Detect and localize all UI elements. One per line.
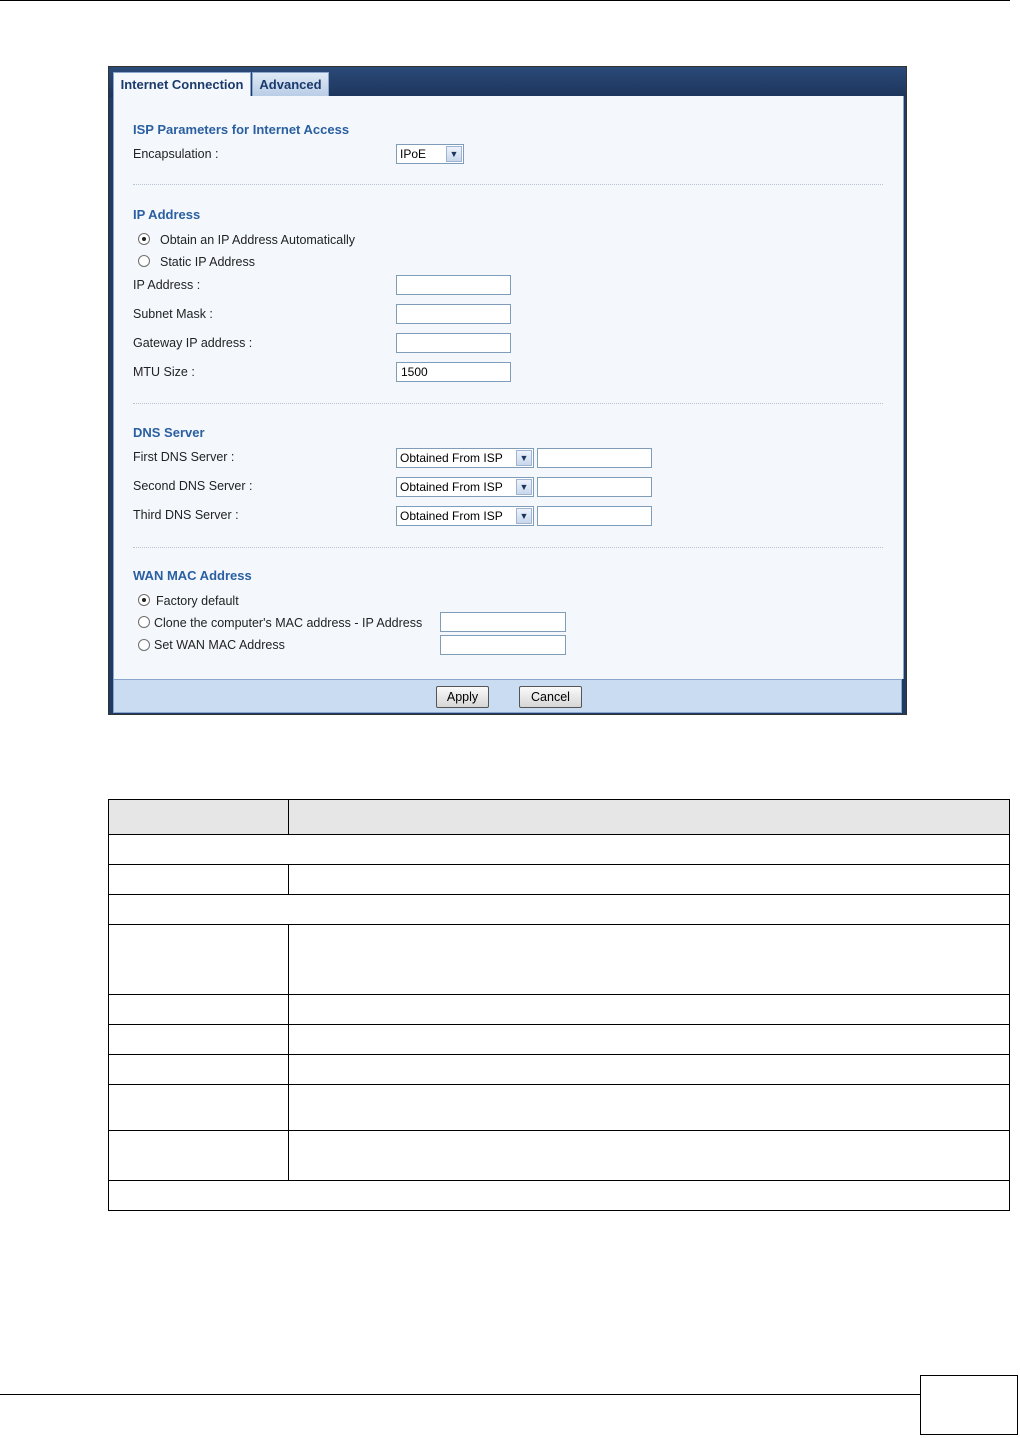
obtain-ip-auto-radio[interactable] [138,233,150,245]
table-cell [289,1085,1010,1131]
table-cell [109,1085,289,1131]
second-dns-mode-select[interactable] [396,477,534,497]
apply-button[interactable]: Apply [436,686,489,708]
set-wan-mac-radio[interactable] [138,639,150,651]
subnet-mask-input[interactable] [396,304,511,324]
set-wan-mac-input[interactable] [440,635,566,655]
static-ip-label: Static IP Address [160,255,255,269]
first-dns-input[interactable] [537,448,652,468]
encapsulation-label: Encapsulation : [133,147,219,161]
table-row [109,835,1010,865]
set-wan-mac-label: Set WAN MAC Address [154,638,285,652]
table-cell [109,1181,1010,1211]
table-cell [109,865,289,895]
second-dns-input[interactable] [537,477,652,497]
button-bar [113,679,902,713]
chevron-down-icon: ▼ [516,479,532,495]
table-cell [109,1025,289,1055]
ip-address-label: IP Address : [133,278,201,292]
field-description-table [108,799,1010,1211]
table-cell [109,1055,289,1085]
mtu-size-input[interactable] [396,362,511,382]
table-cell [109,835,1010,865]
first-dns-label: First DNS Server : [133,450,235,464]
factory-default-radio[interactable] [138,594,150,606]
table-row [109,895,1010,925]
section-divider [133,547,883,548]
cancel-button[interactable]: Cancel [519,686,582,708]
ip-section-title: IP Address [133,207,201,222]
table-row [109,1025,1010,1055]
encapsulation-value: IPoE [400,147,427,161]
table-cell [289,995,1010,1025]
encapsulation-select[interactable] [396,144,464,164]
clone-mac-label: Clone the computer's MAC address - IP Address [154,616,423,630]
subnet-mask-label: Subnet Mask : [133,307,213,321]
gateway-ip-input[interactable] [396,333,511,353]
table-cell [289,865,1010,895]
tab-advanced[interactable]: Advanced [252,72,329,96]
factory-default-label: Factory default [156,594,239,608]
first-dns-mode-select[interactable] [396,448,534,468]
second-dns-label: Second DNS Server : [133,479,253,493]
mtu-size-label: MTU Size : [133,365,195,379]
page-number-box [920,1375,1018,1435]
third-dns-mode-select[interactable] [396,506,534,526]
footer-rule [0,1394,920,1395]
table-cell [109,925,289,995]
clone-mac-ip-input[interactable] [440,612,566,632]
chevron-down-icon: ▼ [516,508,532,524]
clone-mac-radio[interactable] [138,616,150,628]
table-row [109,1085,1010,1131]
table-header-row [109,800,1010,835]
table-cell [289,1131,1010,1181]
table-row [109,1181,1010,1211]
wan-settings-screenshot [108,66,907,715]
tab-internet-connection[interactable]: Internet Connection [113,72,251,96]
third-dns-mode-value: Obtained From ISP [400,509,503,523]
third-dns-input[interactable] [537,506,652,526]
table-cell [109,995,289,1025]
obtain-ip-auto-label: Obtain an IP Address Automatically [160,233,356,247]
section-divider [133,403,883,404]
table-cell [289,925,1010,995]
chevron-down-icon: ▼ [516,450,532,466]
table-cell [109,895,1010,925]
table-row [109,1055,1010,1085]
first-dns-mode-value: Obtained From ISP [400,451,503,465]
static-ip-radio[interactable] [138,255,150,267]
third-dns-label: Third DNS Server : [133,508,239,522]
ip-address-input[interactable] [396,275,511,295]
table-cell [289,1025,1010,1055]
dns-section-title: DNS Server [133,425,205,440]
header-rule [0,0,1010,1]
isp-section-title: ISP Parameters for Internet Access [133,122,350,137]
tab-bar [109,67,906,97]
table-header-cell [109,800,289,835]
gateway-ip-label: Gateway IP address : [133,336,253,350]
table-cell [289,1055,1010,1085]
section-divider [133,184,883,185]
wan-mac-section-title: WAN MAC Address [133,568,252,583]
table-row [109,1131,1010,1181]
table-header-cell [289,800,1010,835]
table-row [109,995,1010,1025]
second-dns-mode-value: Obtained From ISP [400,480,503,494]
table-cell [109,1131,289,1181]
table-row [109,865,1010,895]
settings-panel [113,96,904,679]
chevron-down-icon: ▼ [446,146,462,162]
table-row [109,925,1010,995]
